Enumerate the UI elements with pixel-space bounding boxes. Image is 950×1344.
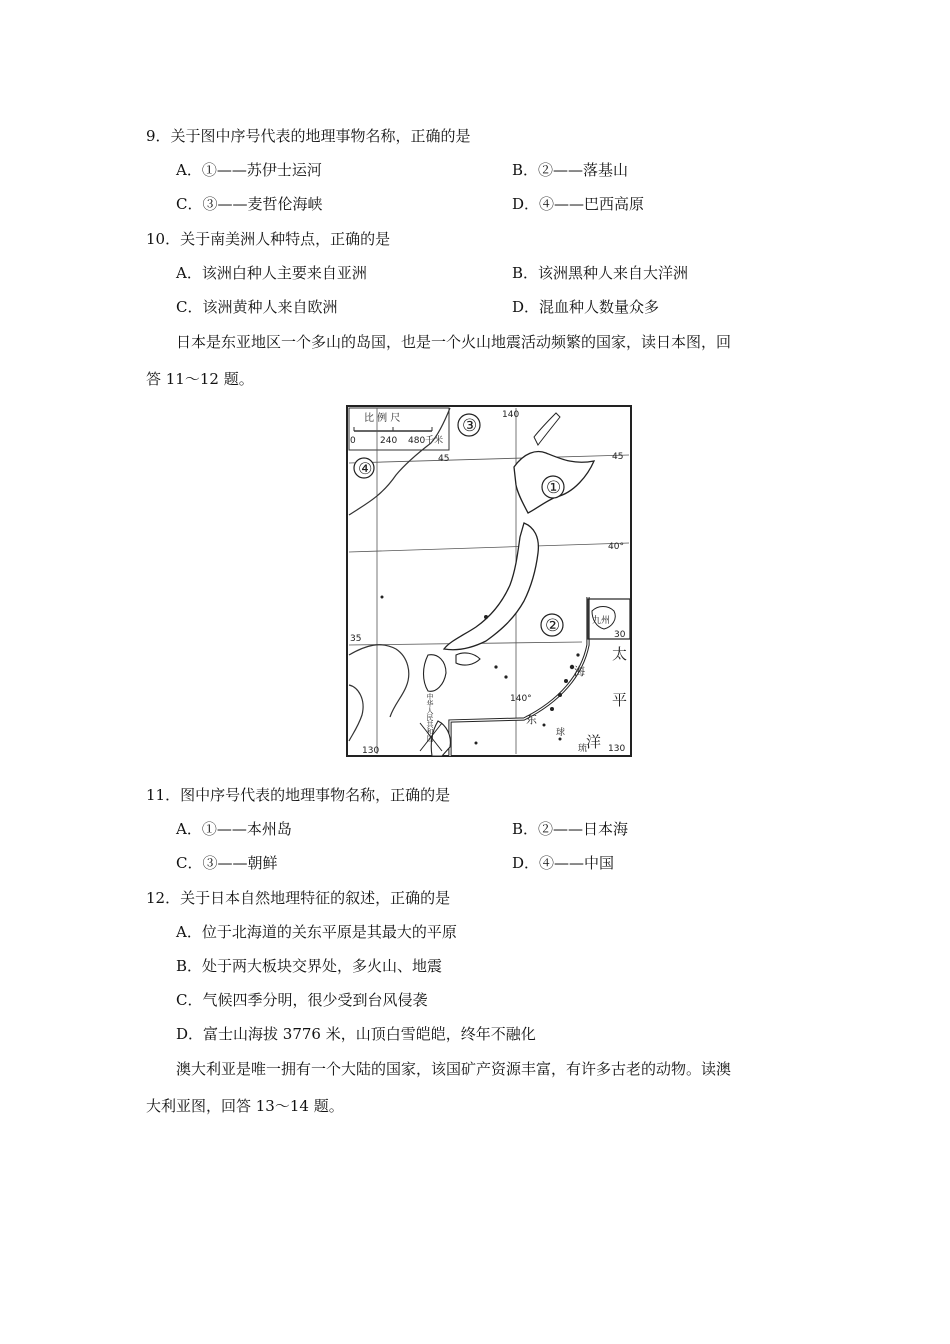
scale-title: 比 例 尺: [364, 413, 401, 424]
lat-label-40: 40°: [608, 542, 624, 552]
q10-option-d[interactable]: D．混血种人数量众多: [512, 298, 660, 316]
lat-label-45-west: 45: [438, 454, 450, 464]
australia-intro-line-1: 澳大利亚是唯一拥有一个大陆的国家，该国矿产资源丰富，有许多古老的动物。读澳: [176, 1060, 732, 1078]
svg-text:④: ④: [358, 459, 373, 478]
marker-4: [354, 458, 374, 478]
svg-text:①: ①: [546, 478, 562, 498]
q11-option-d[interactable]: D．④——中国: [512, 854, 615, 872]
scale-tick-0: 0: [350, 436, 356, 446]
svg-text:②: ②: [545, 616, 561, 636]
japan-intro-line-2: 答 11～12 题。: [146, 370, 254, 388]
label-qiu: 球: [556, 728, 566, 738]
label-yang: 洋: [586, 733, 602, 751]
label-tai: 太: [612, 645, 628, 663]
scale-tick-240: 240: [380, 436, 398, 446]
q9-option-d[interactable]: D．④——巴西高原: [512, 195, 645, 213]
lat-label-30: 30: [614, 630, 626, 640]
q12-option-c[interactable]: C．气候四季分明，很少受到台风侵袭: [176, 991, 428, 1009]
q12-option-b[interactable]: B．处于两大板块交界处，多火山、地震: [176, 957, 443, 975]
japan-map: [346, 405, 632, 757]
label-china-vertical: 中华人民共和国: [426, 693, 434, 742]
marker-3: [458, 414, 480, 436]
q11-option-c[interactable]: C．③——朝鲜: [176, 854, 278, 872]
label-liu: 琉: [578, 744, 588, 754]
q11-option-b[interactable]: B．②——日本海: [512, 820, 629, 838]
q12-option-d[interactable]: D．富士山海拔 3776 米，山顶白雪皑皑，终年不融化: [176, 1025, 536, 1043]
q11-option-a[interactable]: A．①——本州岛: [176, 820, 292, 838]
lon-label-130-east: 130: [608, 744, 626, 754]
map-frame: [347, 406, 631, 756]
lat-label-35: 35: [350, 634, 362, 644]
q10-option-b[interactable]: B．该洲黑种人来自大洋洲: [512, 264, 689, 282]
lon-label-140-top: 140: [502, 410, 520, 420]
australia-intro-line-2: 大利亚图，回答 13～14 题。: [146, 1097, 344, 1115]
marker-2: [541, 614, 563, 636]
marker-1: [542, 476, 564, 498]
japan-intro-line-1: 日本是东亚地区一个多山的岛国，也是一个火山地震活动频繁的国家，读日本图，回: [176, 333, 732, 351]
label-ping: 平: [612, 691, 628, 709]
lon-label-140: 140°: [510, 694, 532, 704]
question-10-stem: 10．关于南美洲人种特点，正确的是: [146, 230, 391, 248]
svg-text:③: ③: [462, 416, 478, 436]
q10-option-a[interactable]: A．该洲白种人主要来自亚洲: [176, 264, 367, 282]
question-12-stem: 12．关于日本自然地理特征的叙述，正确的是: [146, 889, 451, 907]
scale-tick-480: 480千米: [408, 436, 444, 446]
label-hai: 海: [574, 665, 585, 678]
q9-option-c[interactable]: C．③——麦哲伦海峡: [176, 195, 323, 213]
label-dong: 东: [526, 713, 537, 726]
label-kyushu: 九州: [592, 616, 611, 626]
lat-label-45-east: 45: [612, 452, 624, 462]
q9-option-b[interactable]: B．②——落基山: [512, 161, 629, 179]
q10-option-c[interactable]: C．该洲黄种人来自欧洲: [176, 298, 338, 316]
question-9-stem: 9．关于图中序号代表的地理事物名称，正确的是: [146, 127, 471, 145]
q12-option-a[interactable]: A．位于北海道的关东平原是其最大的平原: [176, 923, 457, 941]
q9-option-a[interactable]: A．①——苏伊士运河: [176, 161, 322, 179]
question-11-stem: 11．图中序号代表的地理事物名称，正确的是: [146, 786, 451, 804]
lon-label-130-west: 130: [362, 746, 380, 756]
